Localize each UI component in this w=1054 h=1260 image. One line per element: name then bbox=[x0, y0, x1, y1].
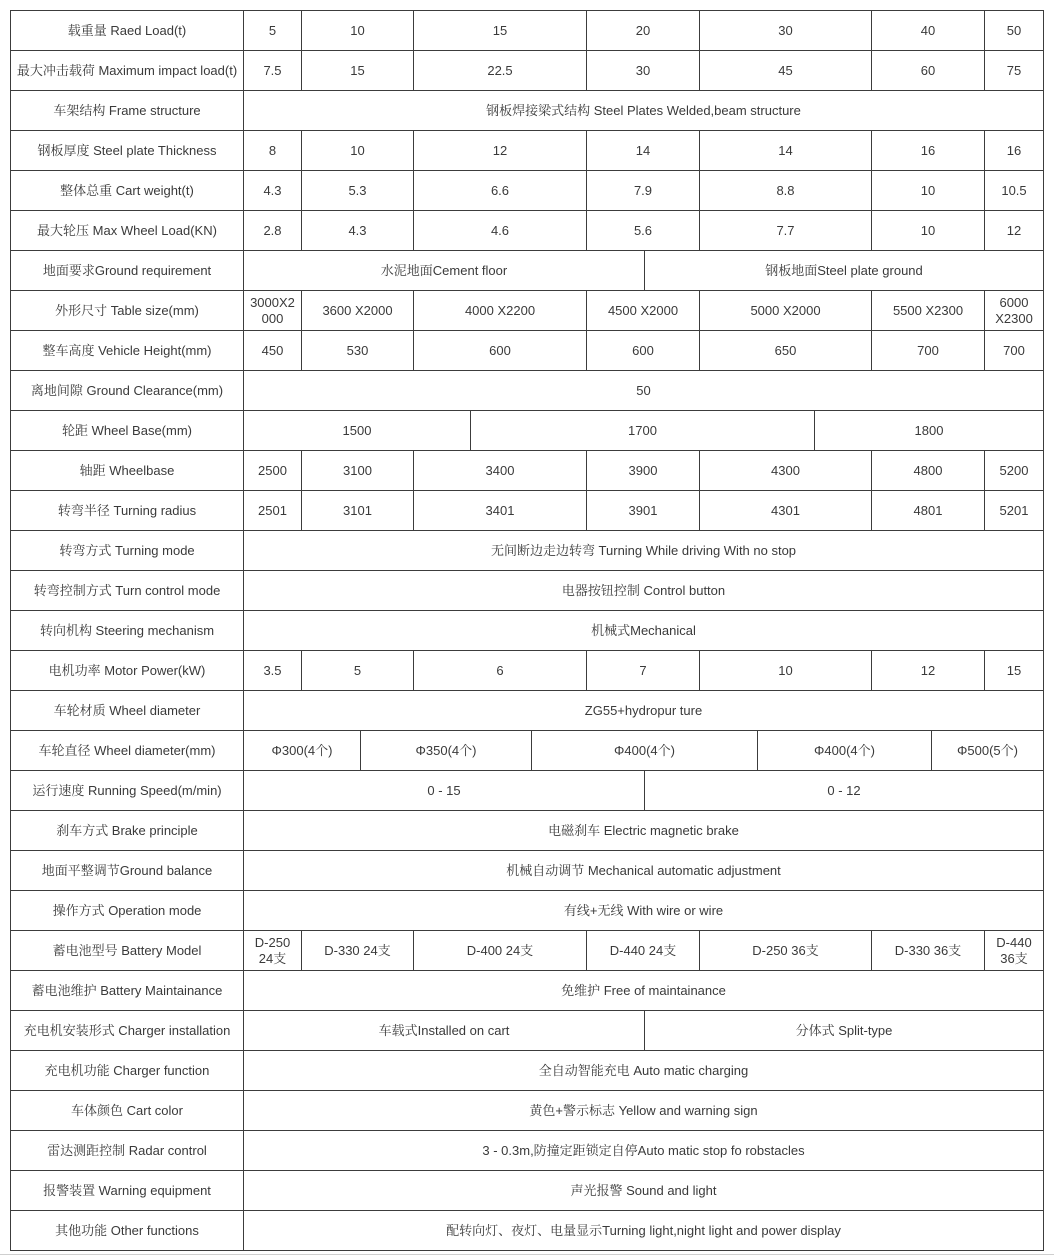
row-label: 钢板厚度 Steel plate Thickness bbox=[11, 131, 244, 171]
table-row bbox=[11, 491, 1044, 531]
spec-cell: 15 bbox=[414, 11, 587, 51]
spec-cell: 水泥地面Cement floor bbox=[244, 251, 645, 291]
spec-cell: D-400 24支 bbox=[414, 931, 587, 971]
spec-cell: 4801 bbox=[872, 491, 985, 531]
spec-cell: 电磁刹车 Electric magnetic brake bbox=[244, 811, 1044, 851]
spec-cell: 450 bbox=[244, 331, 302, 371]
table-row bbox=[11, 651, 1044, 691]
spec-cell: 机械自动调节 Mechanical automatic adjustment bbox=[244, 851, 1044, 891]
spec-cell: 8 bbox=[244, 131, 302, 171]
spec-cell: 2500 bbox=[244, 451, 302, 491]
spec-cell: 45 bbox=[700, 51, 872, 91]
spec-cell: Φ300(4个) bbox=[244, 731, 361, 771]
spec-cell: 50 bbox=[244, 371, 1044, 411]
spec-cell: 5 bbox=[302, 651, 414, 691]
spec-cell: 10 bbox=[302, 131, 414, 171]
spec-cell: D-330 36支 bbox=[872, 931, 985, 971]
row-label: 转弯控制方式 Turn control mode bbox=[11, 571, 244, 611]
row-label: 车架结构 Frame structure bbox=[11, 91, 244, 131]
spec-cell: 10.5 bbox=[985, 171, 1044, 211]
spec-cell: 5.3 bbox=[302, 171, 414, 211]
table-row bbox=[11, 411, 1044, 451]
row-label: 最大轮压 Max Wheel Load(KN) bbox=[11, 211, 244, 251]
spec-cell: 7.9 bbox=[587, 171, 700, 211]
table-row bbox=[11, 691, 1044, 731]
spec-cell: 30 bbox=[700, 11, 872, 51]
spec-cell: 全自动智能充电 Auto matic charging bbox=[244, 1051, 1044, 1091]
spec-cell: D-250 36支 bbox=[700, 931, 872, 971]
table-row bbox=[11, 931, 1044, 971]
table-row bbox=[11, 51, 1044, 91]
table-row bbox=[11, 451, 1044, 491]
row-label: 载重量 Raed Load(t) bbox=[11, 11, 244, 51]
row-label: 转弯半径 Turning radius bbox=[11, 491, 244, 531]
table-row bbox=[11, 851, 1044, 891]
spec-cell: 钢板地面Steel plate ground bbox=[645, 251, 1044, 291]
row-label: 轴距 Wheelbase bbox=[11, 451, 244, 491]
spec-cell: 10 bbox=[872, 211, 985, 251]
table-row bbox=[11, 891, 1044, 931]
page-bottom-divider bbox=[0, 1254, 1054, 1255]
row-label: 转弯方式 Turning mode bbox=[11, 531, 244, 571]
row-label: 最大冲击载荷 Maximum impact load(t) bbox=[11, 51, 244, 91]
spec-cell: 4500 X2000 bbox=[587, 291, 700, 331]
spec-cell: 700 bbox=[985, 331, 1044, 371]
row-label: 雷达测距控制 Radar control bbox=[11, 1131, 244, 1171]
table-row bbox=[11, 771, 1044, 811]
spec-cell: 电器按钮控制 Control button bbox=[244, 571, 1044, 611]
spec-cell: 4.3 bbox=[302, 211, 414, 251]
spec-cell: 有线+无线 With wire or wire bbox=[244, 891, 1044, 931]
spec-cell: 3100 bbox=[302, 451, 414, 491]
spec-cell: 分体式 Split-type bbox=[645, 1011, 1044, 1051]
spec-cell: 5.6 bbox=[587, 211, 700, 251]
spec-cell: 1800 bbox=[815, 411, 1044, 451]
row-label: 离地间隙 Ground Clearance(mm) bbox=[11, 371, 244, 411]
spec-cell: 无间断边走边转弯 Turning While driving With no stop bbox=[244, 531, 1044, 571]
table-row bbox=[11, 1131, 1044, 1171]
row-label: 蓄电池型号 Battery Model bbox=[11, 931, 244, 971]
spec-cell: 0 - 15 bbox=[244, 771, 645, 811]
spec-cell: Φ400(4个) bbox=[532, 731, 758, 771]
spec-cell: 10 bbox=[700, 651, 872, 691]
spec-cell: 7.7 bbox=[700, 211, 872, 251]
table-row bbox=[11, 251, 1044, 291]
spec-cell: 60 bbox=[872, 51, 985, 91]
row-label: 报警装置 Warning equipment bbox=[11, 1171, 244, 1211]
row-label: 整体总重 Cart weight(t) bbox=[11, 171, 244, 211]
spec-cell: 22.5 bbox=[414, 51, 587, 91]
table-row bbox=[11, 811, 1044, 851]
spec-cell: 3401 bbox=[414, 491, 587, 531]
spec-cell: 5000 X2000 bbox=[700, 291, 872, 331]
spec-cell: 600 bbox=[414, 331, 587, 371]
table-row bbox=[11, 731, 1044, 771]
row-label: 车轮材质 Wheel diameter bbox=[11, 691, 244, 731]
table-row bbox=[11, 1091, 1044, 1131]
spec-cell: 声光报警 Sound and light bbox=[244, 1171, 1044, 1211]
spec-cell: 6000 X2300 bbox=[985, 291, 1044, 331]
row-label: 运行速度 Running Speed(m/min) bbox=[11, 771, 244, 811]
table-row bbox=[11, 291, 1044, 331]
row-label: 充电机功能 Charger function bbox=[11, 1051, 244, 1091]
spec-cell: 1500 bbox=[244, 411, 471, 451]
spec-cell: 3000X2000 bbox=[244, 291, 302, 331]
spec-cell: 5500 X2300 bbox=[872, 291, 985, 331]
table-row bbox=[11, 91, 1044, 131]
spec-cell: Φ500(5个) bbox=[932, 731, 1044, 771]
spec-cell: 12 bbox=[985, 211, 1044, 251]
row-label: 轮距 Wheel Base(mm) bbox=[11, 411, 244, 451]
spec-cell: 50 bbox=[985, 11, 1044, 51]
spec-cell: 4301 bbox=[700, 491, 872, 531]
table-row bbox=[11, 531, 1044, 571]
spec-cell: 3400 bbox=[414, 451, 587, 491]
spec-cell: 4300 bbox=[700, 451, 872, 491]
row-label: 车体颜色 Cart color bbox=[11, 1091, 244, 1131]
spec-cell: 7 bbox=[587, 651, 700, 691]
spec-cell: 机械式Mechanical bbox=[244, 611, 1044, 651]
table-row bbox=[11, 11, 1044, 51]
spec-cell: 530 bbox=[302, 331, 414, 371]
spec-cell: 16 bbox=[985, 131, 1044, 171]
row-label: 转向机构 Steering mechanism bbox=[11, 611, 244, 651]
spec-cell: 20 bbox=[587, 11, 700, 51]
spec-cell: Φ400(4个) bbox=[758, 731, 932, 771]
table-row bbox=[11, 131, 1044, 171]
table-row bbox=[11, 211, 1044, 251]
spec-cell: 3901 bbox=[587, 491, 700, 531]
spec-cell: 6.6 bbox=[414, 171, 587, 211]
spec-cell: Φ350(4个) bbox=[361, 731, 532, 771]
spec-cell: 1700 bbox=[471, 411, 815, 451]
spec-cell: 2501 bbox=[244, 491, 302, 531]
table-row bbox=[11, 571, 1044, 611]
spec-cell: 12 bbox=[872, 651, 985, 691]
table-row bbox=[11, 371, 1044, 411]
spec-cell: 16 bbox=[872, 131, 985, 171]
spec-cell: 5201 bbox=[985, 491, 1044, 531]
spec-cell: 3 - 0.3m,防撞定距锁定自停Auto matic stop fo robstacles bbox=[244, 1131, 1044, 1171]
spec-cell: 7.5 bbox=[244, 51, 302, 91]
spec-cell: 10 bbox=[872, 171, 985, 211]
table-row bbox=[11, 331, 1044, 371]
spec-cell: 8.8 bbox=[700, 171, 872, 211]
spec-cell: 4800 bbox=[872, 451, 985, 491]
spec-cell: D-440 24支 bbox=[587, 931, 700, 971]
row-label: 整车高度 Vehicle Height(mm) bbox=[11, 331, 244, 371]
spec-cell: 钢板焊接梁式结构 Steel Plates Welded,beam structure bbox=[244, 91, 1044, 131]
row-label: 地面要求Ground requirement bbox=[11, 251, 244, 291]
spec-cell: D-330 24支 bbox=[302, 931, 414, 971]
spec-cell: 600 bbox=[587, 331, 700, 371]
row-label: 充电机安装形式 Charger installation bbox=[11, 1011, 244, 1051]
spec-cell: 650 bbox=[700, 331, 872, 371]
table-row bbox=[11, 971, 1044, 1011]
row-label: 刹车方式 Brake principle bbox=[11, 811, 244, 851]
row-label: 蓄电池维护 Battery Maintainance bbox=[11, 971, 244, 1011]
spec-cell: 12 bbox=[414, 131, 587, 171]
spec-cell: 4.6 bbox=[414, 211, 587, 251]
spec-cell: 5 bbox=[244, 11, 302, 51]
spec-cell: 黄色+警示标志 Yellow and warning sign bbox=[244, 1091, 1044, 1131]
spec-cell: 6 bbox=[414, 651, 587, 691]
spec-cell: 14 bbox=[587, 131, 700, 171]
table-row bbox=[11, 1051, 1044, 1091]
spec-cell: 3900 bbox=[587, 451, 700, 491]
spec-cell: D-250 24支 bbox=[244, 931, 302, 971]
spec-cell: 5200 bbox=[985, 451, 1044, 491]
row-label: 外形尺寸 Table size(mm) bbox=[11, 291, 244, 331]
spec-cell: 700 bbox=[872, 331, 985, 371]
spec-cell: 车载式Installed on cart bbox=[244, 1011, 645, 1051]
spec-cell: 15 bbox=[985, 651, 1044, 691]
row-label: 车轮直径 Wheel diameter(mm) bbox=[11, 731, 244, 771]
spec-cell: 75 bbox=[985, 51, 1044, 91]
spec-cell: 40 bbox=[872, 11, 985, 51]
spec-cell: 3600 X2000 bbox=[302, 291, 414, 331]
spec-cell: 2.8 bbox=[244, 211, 302, 251]
table-row bbox=[11, 1011, 1044, 1051]
spec-cell: 10 bbox=[302, 11, 414, 51]
spec-cell: ZG55+hydropur ture bbox=[244, 691, 1044, 731]
table-row bbox=[11, 1211, 1044, 1251]
table-row bbox=[11, 1171, 1044, 1211]
spec-table bbox=[10, 10, 1044, 1251]
row-label: 操作方式 Operation mode bbox=[11, 891, 244, 931]
spec-cell: 配转向灯、夜灯、电量显示Turning light,night light and power display bbox=[244, 1211, 1044, 1251]
spec-cell: 0 - 12 bbox=[645, 771, 1044, 811]
spec-cell: D-440 36支 bbox=[985, 931, 1044, 971]
table-row bbox=[11, 611, 1044, 651]
row-label: 地面平整调节Ground balance bbox=[11, 851, 244, 891]
row-label: 其他功能 Other functions bbox=[11, 1211, 244, 1251]
table-row bbox=[11, 171, 1044, 211]
spec-cell: 3.5 bbox=[244, 651, 302, 691]
spec-cell: 30 bbox=[587, 51, 700, 91]
spec-cell: 4000 X2200 bbox=[414, 291, 587, 331]
row-label: 电机功率 Motor Power(kW) bbox=[11, 651, 244, 691]
spec-cell: 免维护 Free of maintainance bbox=[244, 971, 1044, 1011]
spec-cell: 3101 bbox=[302, 491, 414, 531]
spec-cell: 4.3 bbox=[244, 171, 302, 211]
spec-cell: 14 bbox=[700, 131, 872, 171]
spec-cell: 15 bbox=[302, 51, 414, 91]
